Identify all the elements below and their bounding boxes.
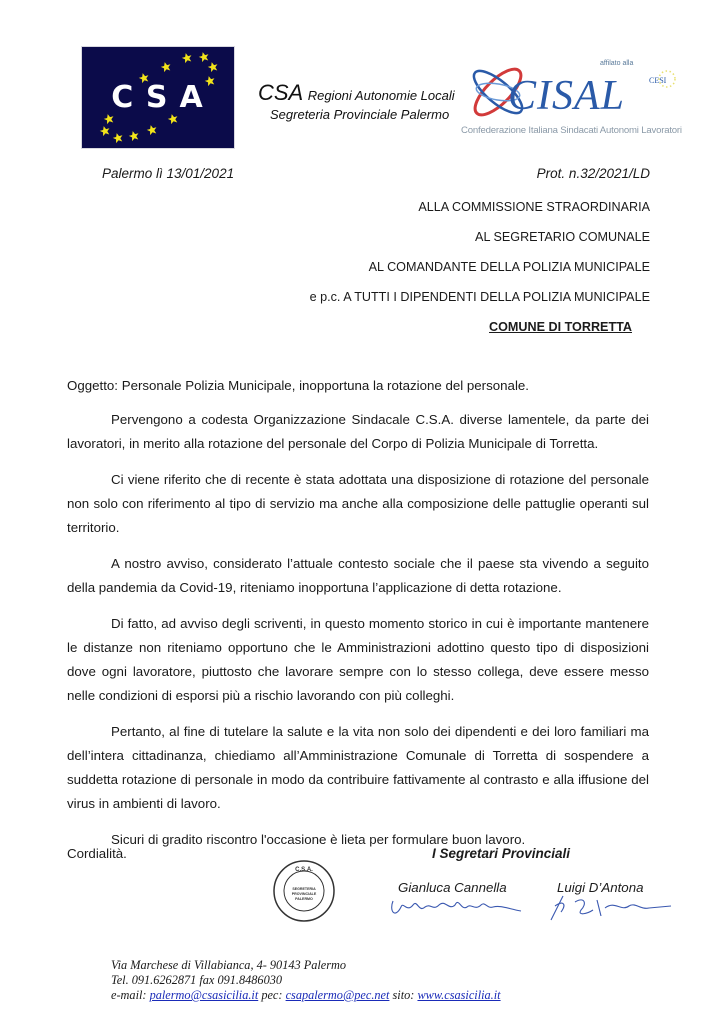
star [99,125,111,137]
body-paragraph: Ci viene riferito che di recente è stata adottata una disposizione di rotazione del personale non solo con riferimento al tipo di servizio ma anche alla composizione delle pattuglie operanti sul territorio. [67,472,649,535]
stamp-center-text: PROVINCIALE [291,892,317,896]
cisal-tagline: Confederazione Italiana Sindacati Autonomi Lavoratori [461,125,682,136]
site-label: sito: [392,988,415,1002]
body-paragraph: Pervengono a codesta Organizzazione Sindacale C.S.A. diverse lamentele, da parte dei lavoratori, in merito alla rotazione del personale del Corpo di Polizia Municipale di Torretta. [67,412,649,451]
star [128,130,140,142]
cesi-stars-icon [656,68,678,90]
recipient-line: AL COMANDANTE DELLA POLIZIA MUNICIPALE [368,260,650,274]
cesi-label: CESI [649,76,667,85]
pec-link[interactable]: csapalermo@pec.net [285,988,390,1002]
closing-salutation: Cordialità. [67,846,127,861]
protocol-number: Prot. n.32/2021/LD [536,166,650,181]
csa-logo [81,46,235,149]
signatory-name: Luigi D’Antona [557,880,644,895]
recipient-line: AL SEGRETARIO COMUNALE [475,230,650,244]
org-header [258,80,455,122]
footer-address: Via Marchese di Villabianca, 4- 90143 Palermo [111,958,347,972]
org-short-name: CSA [258,80,304,105]
signatory-name: Gianluca Cannella [398,880,507,895]
stamp-center-text: SEGRETERIA [292,887,316,891]
subject-line: Oggetto: Personale Polizia Municipale, inopportuna la rotazione del personale. [67,378,529,393]
stamp-center-text: PALERMO [295,897,313,901]
star [112,132,124,144]
footer-phone: Tel. 091.6262871 fax 091.8486030 [111,973,283,987]
signature-dantona [545,890,675,926]
body-paragraph: A nostro avviso, considerato l’attuale contesto sociale che il paese sta vivendo a seguito della pandemia da Covid-19, riteniamo inopportuna l’applicazione di detta rotazione. [67,556,649,595]
star [146,124,158,136]
org-description: Regioni Autonomie Locali [307,88,455,103]
recipient-entity: COMUNE DI TORRETTA [489,320,632,334]
cisal-logo [460,58,682,144]
email-label: e-mail: [111,988,147,1002]
org-secretariat: Segreteria Provinciale Palermo [270,107,450,122]
star [207,61,219,73]
footer-contacts [111,958,501,1003]
signature-cannella [385,893,525,923]
recipient-line: ALLA COMMISSIONE STRAORDINARIA [418,200,650,214]
signatories-title: I Segretari Provinciali [432,846,571,861]
star [198,51,210,63]
pec-label: pec: [261,988,283,1002]
letter-date: Palermo lì 13/01/2021 [102,166,235,181]
stamp-icon [272,859,336,923]
footer-links [111,988,501,1003]
official-stamp [272,859,336,923]
recipient-line: e p.c. A TUTTI I DIPENDENTI DELLA POLIZIA MUNICIPALE [309,290,650,304]
body-paragraph: Di fatto, ad avviso degli scriventi, in questo momento storico in cui è importante mantenere le distanze non riteniamo opportuno che le Amministrazioni adottino questo tipo di disposizioni dove ogni lavoratore, piuttosto che lavorare sempre con lo stesso collega, deve essere messo nelle condizioni di esporsi più a rischio lavorando con più colleghi. [67,616,649,703]
website-link[interactable]: www.csasicilia.it [417,988,501,1002]
csa-logo-text: CSA [111,80,215,115]
body-paragraph: Pertanto, al fine di tutelare la salute e la vita non solo dei dipendenti e dei loro familiari ma dell’intera cittadinanza, chiediamo all’Amministrazione Comunale di Torretta di sospendere a suddetta rotazione di personale in modo da contribuire fattivamente al contrasto e alla iffusione del virus in ambienti di lavoro. [67,724,649,811]
affiliate-label: affilato alla [600,60,634,67]
star [181,52,193,64]
star [160,61,172,73]
cisal-name: CISAL [508,73,626,119]
stamp-top-text: C.S.A. [295,867,313,873]
body-paragraph: Sicuri di gradito riscontro l'occasione è lieta per formulare buon lavoro. [111,832,526,847]
email-link[interactable]: palermo@csasicilia.it [149,988,259,1002]
letter-body [67,374,649,864]
